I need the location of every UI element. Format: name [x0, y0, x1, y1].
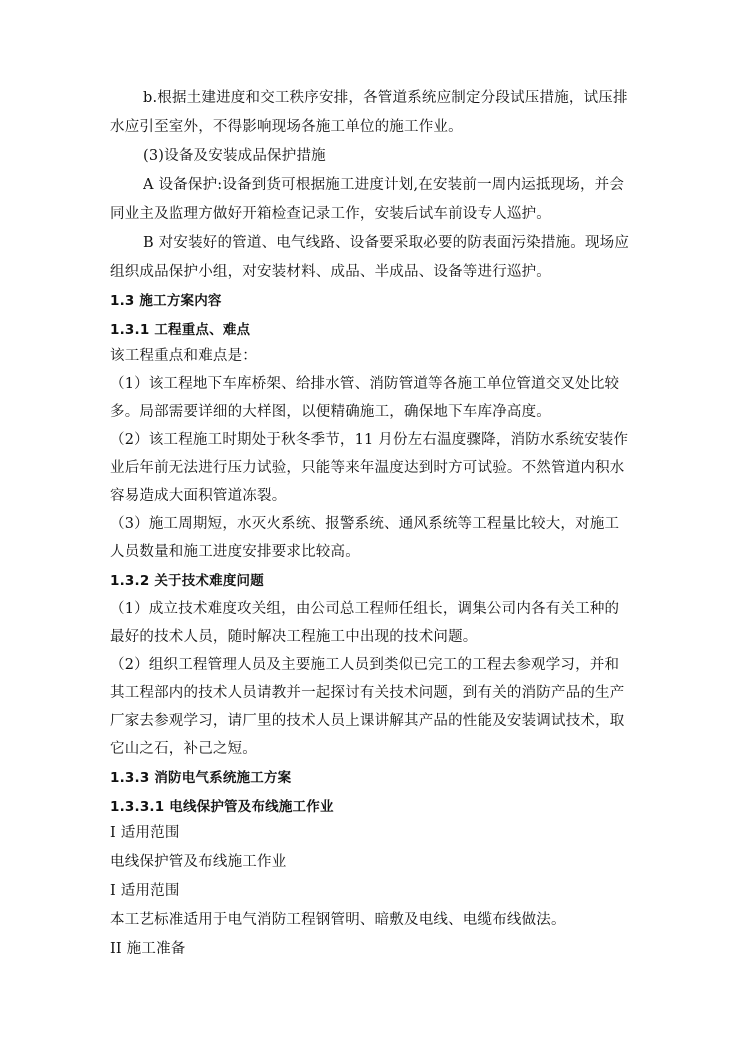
paragraph-line: 水应引至室外，不得影响现场各施工单位的施工作业。 — [110, 119, 463, 135]
section-heading: 1.3.3.1 电线保护管及布线施工作业 — [110, 799, 334, 815]
paragraph-line: 它山之石，补己之短。 — [110, 741, 257, 757]
paragraph-line: 厂家去参观学习，请厂里的技术人员上课讲解其产品的性能及安装调试技术，取 — [110, 713, 625, 729]
section-heading: 1.3.1 工程重点、难点 — [110, 322, 251, 338]
subheading: (3)设备及安装成品保护措施 — [143, 148, 326, 164]
section-heading: 1.3 施工方案内容 — [110, 293, 222, 309]
paragraph-line: B 对安装好的管道、电气线路、设备要采取必要的防表面污染措施。现场应 — [143, 235, 630, 251]
paragraph-line: I 适用范围 — [110, 825, 180, 841]
paragraph-line: （1）成立技术难度攻关组，由公司总工程师任组长，调集公司内各有关工种的 — [110, 601, 620, 617]
paragraph-line: b.根据土建进度和交工秩序安排，各管道系统应制定分段试压措施，试压排 — [143, 90, 628, 106]
paragraph-line: A 设备保护:设备到货可根据施工进度计划,在安装前一周内运抵现场，并会 — [143, 177, 625, 193]
paragraph-line: 同业主及监理方做好开箱检查记录工作，安装后试车前设专人巡护。 — [110, 206, 551, 222]
paragraph-line: 人员数量和施工进度安排要求比较高。 — [110, 544, 360, 560]
paragraph-line: 最好的技术人员，随时解决工程施工中出现的技术问题。 — [110, 629, 478, 645]
paragraph-line: 业后年前无法进行压力试验，只能等来年温度达到时方可试验。不然管道内积水 — [110, 460, 625, 476]
paragraph-line: 电线保护管及布线施工作业 — [110, 854, 287, 870]
paragraph-line: 组织成品保护小组，对安装材料、成品、半成品、设备等进行巡护。 — [110, 264, 551, 280]
section-heading: 1.3.3 消防电气系统施工方案 — [110, 770, 292, 786]
paragraph-line: 本工艺标准适用于电气消防工程钢管明、暗敷及电线、电缆布线做法。 — [110, 912, 566, 928]
paragraph-line: （2）该工程施工时期处于秋冬季节，11 月份左右温度骤降，消防水系统安装作 — [110, 432, 629, 448]
paragraph-line: （3）施工周期短，水灭火系统、报警系统、通风系统等工程量比较大，对施工 — [110, 516, 620, 532]
section-heading: 1.3.2 关于技术难度问题 — [110, 573, 264, 589]
paragraph-line: 该工程重点和难点是： — [110, 348, 257, 364]
paragraph-line: （2）组织工程管理人员及主要施工人员到类似已完工的工程去参观学习，并和 — [110, 657, 620, 673]
paragraph-line: （1）该工程地下车库桥架、给排水管、消防管道等各施工单位管道交叉处比较 — [110, 376, 620, 392]
paragraph-line: 其工程部内的技术人员请教并一起探讨有关技术问题，到有关的消防产品的生产 — [110, 685, 625, 701]
paragraph-line: II 施工准备 — [110, 941, 186, 957]
paragraph-line: I 适用范围 — [110, 883, 180, 899]
paragraph-line: 多。局部需要详细的大样图，以便精确施工，确保地下车库净高度。 — [110, 404, 551, 420]
paragraph-line: 容易造成大面积管道冻裂。 — [110, 488, 287, 504]
